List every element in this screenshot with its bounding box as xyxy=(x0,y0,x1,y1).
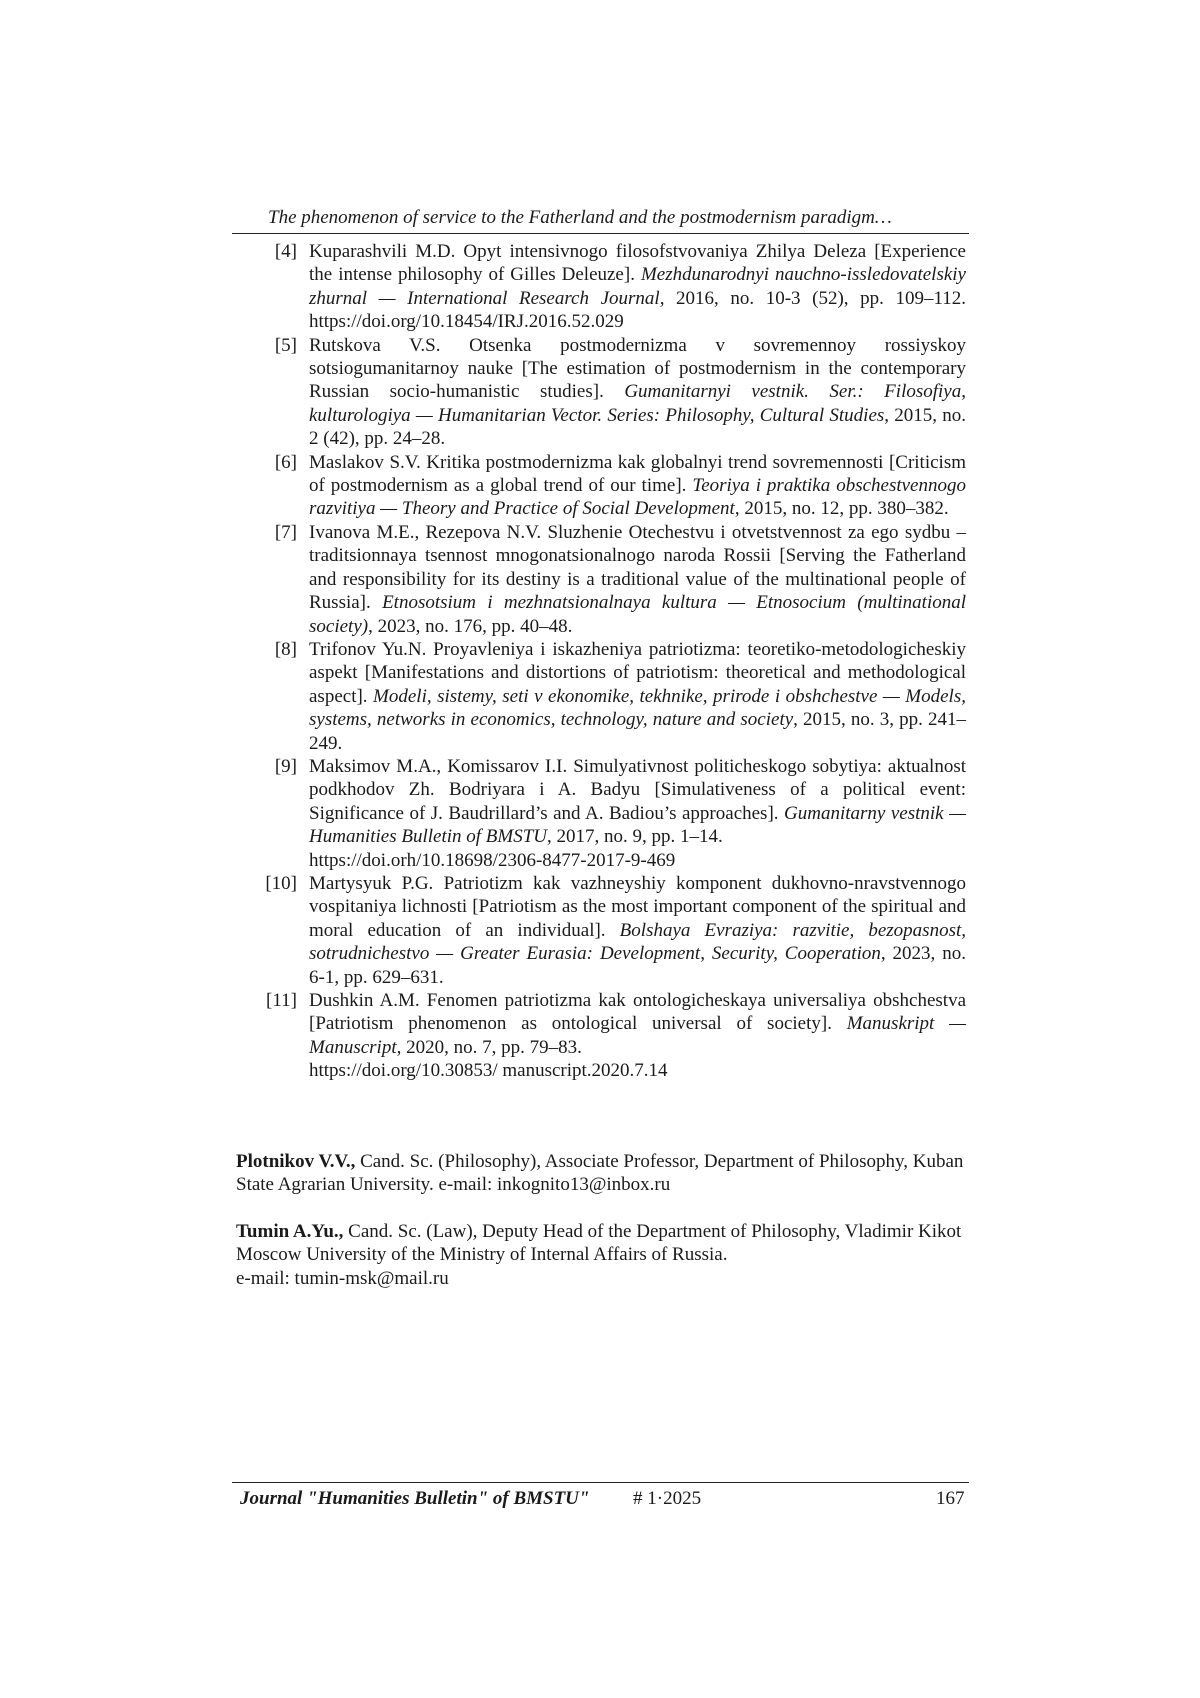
reference-citation: Trifonov Yu.N. Proyavleniya i iskazheniya patriotizma: teoretiko-metodologicheskiy aspekt [Manifestations and distortions of patriotism: theoretical and methodological aspect]. xyxy=(309,638,966,707)
author-name: Plotnikov V.V., xyxy=(236,1151,356,1172)
author-details: Cand. Sc. (Law), Deputy Head of the Department of Philosophy, Vladimir Kikot Moscow University of the Ministry of Internal Affairs of Russia. xyxy=(236,1220,962,1266)
reference-citation-details: , 2016, no. 10-3 (52), pp. 109–112. https://doi.org/10.18454/IRJ.2016.52.029 xyxy=(309,287,966,333)
author-entry xyxy=(236,1220,966,1290)
reference-journal-title: Modeli, sistemy, seti v ekonomike, tekhnike, prirode i obshchestve — Models, systems, networks in economics, technology, nature and society xyxy=(309,685,966,731)
author-details: Cand. Sc. (Philosophy), Associate Professor, Department of Philosophy, Kuban State Agrarian University. e-mail: inkognito13@inbox.ru xyxy=(236,1151,964,1196)
reference-citation: Dushkin A.M. Fenomen patriotizma kak ontologicheskaya universaliya obshchestva [Patriotism phenomenon as ontological universal of society]. xyxy=(309,990,966,1035)
reference-citation-details: , 2015, no. 3, pp. 241–249. xyxy=(309,709,967,754)
reference-text xyxy=(309,755,966,872)
reference-citation: Maksimov M.A., Komissarov I.I. Simulyativnost politicheskogo sobytiya: aktualnost podkhodov Zh. Bodriyara i A. Badyu [Simulativeness of a political event: Significance of J. Baudrillard’s and A. Badiou’s approaches]. xyxy=(309,755,966,824)
reference-item xyxy=(0,755,1200,872)
reference-citation-details: , 2020, no. 7, pp. 79–83. xyxy=(396,1036,582,1058)
reference-text xyxy=(309,521,966,638)
footer-divider xyxy=(232,1482,969,1483)
author-name: Tumin A.Yu., xyxy=(236,1220,344,1242)
reference-citation-details: , 2017, no. 9, pp. 1–14. xyxy=(547,826,723,848)
footer-issue-number: # 1·2025 xyxy=(633,1488,702,1509)
reference-journal-title: Bolshaya Evraziya: razvitie, bezopasnost, sotrudnichestvo — Greater Eurasia: Development, Security, Cooperation xyxy=(309,919,966,965)
reference-number: [7] xyxy=(274,521,297,543)
reference-text xyxy=(309,638,966,755)
reference-number: [9] xyxy=(274,755,297,777)
reference-item xyxy=(0,240,1200,334)
reference-text xyxy=(309,872,966,989)
reference-number: [10] xyxy=(265,872,297,894)
running-header-title: The phenomenon of service to the Fatherland and the postmodernism paradigm… xyxy=(268,207,892,228)
reference-doi-link[interactable]: https://doi.orh/10.18698/2306-8477-2017-9-469 xyxy=(309,849,676,871)
reference-citation-details: , 2015, no. 12, pp. 380–382. xyxy=(734,498,949,520)
reference-citation-details: , 2023, no. 176, pp. 40–48. xyxy=(368,615,573,637)
reference-text xyxy=(309,989,966,1083)
reference-item xyxy=(0,334,1200,451)
reference-citation: Ivanova M.E., Rezepova N.V. Sluzhenie Otechestvu i otvetstvennost za ego sydbu – traditsionnaya tsennost mnogonatsionalnogo naroda Rossii [Serving the Fatherland and responsibility for its destiny is a traditional value of the multinational people of Russia]. xyxy=(309,521,966,614)
reference-journal-title: Manuskript — Manuscript xyxy=(309,1013,966,1058)
reference-item xyxy=(0,638,1200,755)
reference-citation: Maslakov S.V. Kritika postmodernizma kak globalnyi trend sovremennosti [Criticism of postmodernism as a global trend of our time]. xyxy=(309,451,966,497)
running-header xyxy=(232,205,969,234)
reference-text xyxy=(309,240,966,334)
reference-number: [8] xyxy=(274,638,297,660)
reference-item xyxy=(0,989,1200,1083)
reference-number: [4] xyxy=(274,241,297,262)
reference-journal-title: Gumanitarny vestnik — Humanities Bulletin of BMSTU xyxy=(309,802,966,848)
author-entry xyxy=(236,1150,966,1197)
reference-list xyxy=(0,240,1200,1083)
reference-text xyxy=(309,451,966,521)
author-information xyxy=(236,1150,966,1313)
reference-citation: Rutskova V.S. Otsenka postmodernizma v sovremennoy rossiyskoy sotsiogumanitarnoy nauke [The estimation of postmodernism in the contemporary Russian socio-humanistic studies]. xyxy=(309,334,966,403)
reference-number: [6] xyxy=(274,451,297,473)
reference-journal-title: Gumanitarnyi vestnik. Ser.: Filosofiya, kulturologiya — Humanitarian Vector. Series: Philosophy, Cultural Studies xyxy=(309,381,966,426)
reference-item xyxy=(0,451,1200,521)
reference-journal-title: Etnosotsium i mezhnatsionalnaya kultura — Etnosocium (multinational society) xyxy=(309,592,967,637)
author-email: e-mail: tumin-msk@mail.ru xyxy=(236,1267,449,1289)
reference-text xyxy=(309,334,966,451)
reference-number: [5] xyxy=(274,334,297,356)
reference-item xyxy=(0,872,1200,989)
reference-journal-title: Teoriya i praktika obschestvennogo razvitiya — Theory and Practice of Social Development xyxy=(309,475,966,520)
reference-citation-details: , 2015, no. 2 (42), pp. 24–28. xyxy=(309,404,966,450)
reference-citation-details: , 2023, no. 6-1, pp. 629–631. xyxy=(309,943,967,988)
page-number: 167 xyxy=(936,1488,965,1509)
reference-number: [11] xyxy=(266,990,297,1011)
footer-journal-name: Journal "Humanities Bulletin" of BMSTU" xyxy=(240,1488,590,1509)
reference-citation: Kuparashvili M.D. Opyt intensivnogo filosofstvovaniya Zhilya Deleza [Experience the intense philosophy of Gilles Deleuze]. xyxy=(309,241,966,286)
reference-item xyxy=(0,521,1200,638)
reference-citation: Martysyuk P.G. Patriotizm kak vazhneyshiy komponent dukhovno-nravstvennogo vospitaniya lichnosti [Patriotism as the most important component of the spiritual and moral education of an individual]. xyxy=(309,872,966,941)
reference-journal-title: Mezhdunarodnyi nauchno-issledovatelskiy zhurnal — International Research Journal xyxy=(309,264,966,309)
reference-doi-link[interactable]: https://doi.org/10.30853/ manuscript.2020.7.14 xyxy=(309,1060,668,1082)
